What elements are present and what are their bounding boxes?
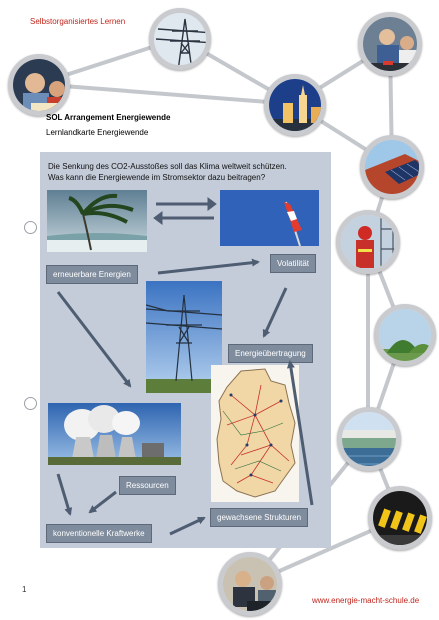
arrow-icon: [90, 492, 116, 512]
page-subtitle: Lernlandkarte Energiewende: [46, 128, 149, 137]
label-conventional: konventionelle Kraftwerke: [46, 524, 152, 543]
series-label: Selbstorganisiertes Lernen: [30, 17, 126, 26]
arrow-icon: [264, 288, 286, 336]
arrow-icon: [290, 362, 312, 505]
label-structures: gewachsene Strukturen: [210, 508, 308, 527]
footer-url[interactable]: www.energie-macht-schule.de: [312, 596, 420, 605]
question-line-1: Die Senkung des CO2-Ausstoßes soll das Klima weltweit schützen.: [48, 162, 287, 171]
arrow-icon: [58, 474, 70, 514]
arrow-icon: [158, 262, 258, 273]
page-number: 1: [22, 585, 27, 594]
arrow-icon: [170, 518, 204, 534]
label-resources: Ressourcen: [119, 476, 176, 495]
label-transmission: Energieübertragung: [228, 344, 313, 363]
arrow-icon: [58, 292, 130, 386]
label-volatility: Volatilität: [270, 254, 316, 273]
page-title: SOL Arrangement Energiewende: [46, 113, 171, 122]
question-line-2: Was kann die Energiewende im Stromsektor dazu beitragen?: [48, 173, 266, 182]
label-renewables: erneuerbare Energien: [46, 265, 138, 284]
